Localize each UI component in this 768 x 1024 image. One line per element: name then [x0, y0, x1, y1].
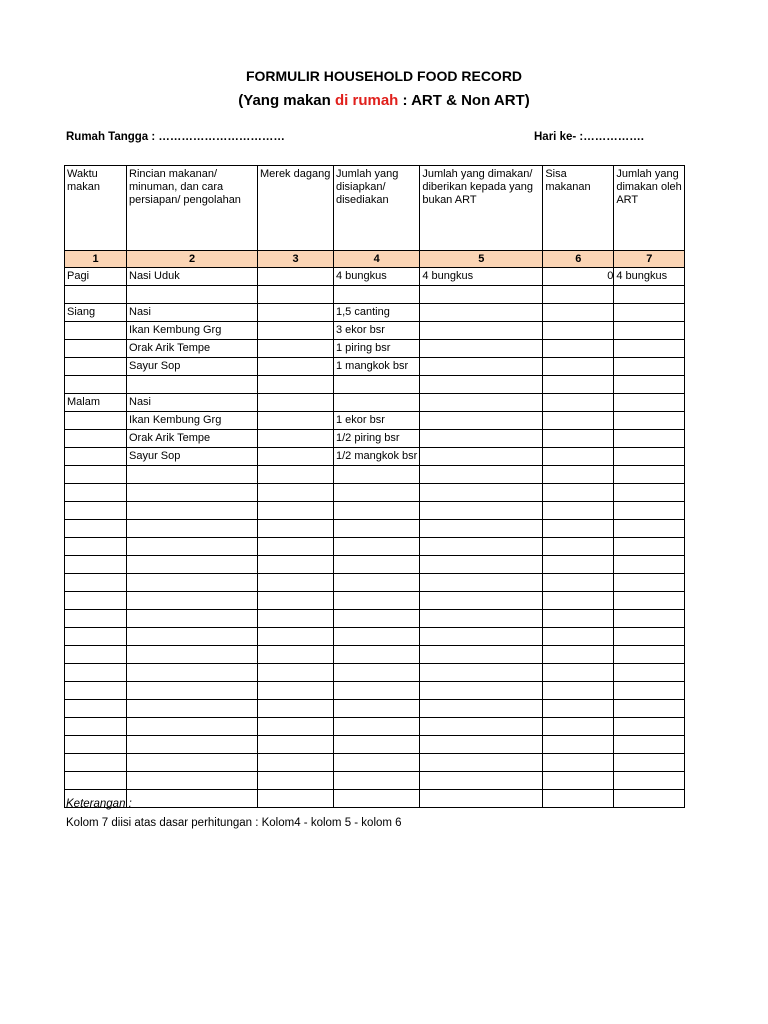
table-cell — [65, 718, 127, 736]
table-cell — [543, 286, 614, 304]
table-cell — [543, 574, 614, 592]
table-cell — [65, 538, 127, 556]
table-row — [65, 358, 685, 376]
table-cell — [127, 286, 258, 304]
table-cell — [127, 466, 258, 484]
table-cell — [420, 502, 543, 520]
table-cell — [614, 484, 685, 502]
table-cell — [258, 520, 334, 538]
table-cell — [614, 340, 685, 358]
table-row — [65, 592, 685, 610]
table-cell — [258, 412, 334, 430]
table-cell — [543, 448, 614, 466]
table-row — [65, 322, 685, 340]
table-cell — [258, 592, 334, 610]
table-cell — [420, 304, 543, 322]
table-cell — [420, 556, 543, 574]
table-cell — [65, 592, 127, 610]
table-cell — [127, 592, 258, 610]
table-cell — [614, 286, 685, 304]
table-cell — [614, 700, 685, 718]
table-cell — [614, 610, 685, 628]
table-row — [65, 412, 685, 430]
table-cell — [614, 376, 685, 394]
table-cell: 1/2 mangkok bsr — [334, 448, 420, 466]
table-cell — [543, 520, 614, 538]
table-cell — [258, 304, 334, 322]
table-row — [65, 556, 685, 574]
table-row — [65, 340, 685, 358]
table-cell — [258, 394, 334, 412]
table-row — [65, 664, 685, 682]
table-row — [65, 754, 685, 772]
table-cell — [258, 556, 334, 574]
table-row — [65, 466, 685, 484]
table-cell — [334, 700, 420, 718]
column-header: Jumlah yang disiapkan/ disediakan — [334, 166, 420, 251]
notes-text: Kolom 7 diisi atas dasar perhitungan : Kolom4 - kolom 5 - kolom 6 — [66, 817, 402, 829]
column-header: Jumlah yang dimakan/ diberikan kepada yang bukan ART — [420, 166, 543, 251]
table-row — [65, 718, 685, 736]
table-cell — [65, 628, 127, 646]
table-row — [65, 628, 685, 646]
table-row — [65, 772, 685, 790]
table-cell — [420, 286, 543, 304]
table-cell — [420, 538, 543, 556]
table-cell — [258, 754, 334, 772]
table-cell — [543, 718, 614, 736]
table-cell: 4 bungkus — [614, 268, 685, 286]
table-cell — [258, 358, 334, 376]
table-cell — [127, 574, 258, 592]
table-cell — [334, 754, 420, 772]
table-cell — [614, 538, 685, 556]
table-cell — [420, 394, 543, 412]
table-cell — [127, 520, 258, 538]
table-cell — [258, 286, 334, 304]
table-cell — [334, 502, 420, 520]
table-cell — [334, 664, 420, 682]
table-cell: Orak Arik Tempe — [127, 430, 258, 448]
table-cell — [127, 682, 258, 700]
table-cell — [543, 484, 614, 502]
table-cell — [614, 430, 685, 448]
table-cell — [334, 736, 420, 754]
table-cell — [65, 646, 127, 664]
table-cell — [614, 736, 685, 754]
table-cell — [420, 466, 543, 484]
table-header-row — [65, 166, 685, 251]
table-row — [65, 502, 685, 520]
table-cell — [258, 682, 334, 700]
table-cell — [614, 502, 685, 520]
table-cell — [543, 394, 614, 412]
subtitle-highlight: di rumah — [334, 92, 399, 109]
table-cell — [420, 682, 543, 700]
table-cell — [543, 646, 614, 664]
table-cell — [614, 304, 685, 322]
table-cell — [258, 574, 334, 592]
table-cell — [614, 754, 685, 772]
table-row — [65, 484, 685, 502]
column-number: 4 — [334, 251, 420, 268]
table-cell — [65, 610, 127, 628]
table-row — [65, 520, 685, 538]
household-field: Rumah Tangga : …………………………… — [66, 131, 285, 143]
table-row — [65, 304, 685, 322]
table-cell — [127, 646, 258, 664]
table-cell — [420, 322, 543, 340]
table-row — [65, 646, 685, 664]
table-cell — [127, 628, 258, 646]
table-cell — [65, 448, 127, 466]
table-cell — [258, 610, 334, 628]
table-cell — [614, 322, 685, 340]
table-cell — [334, 538, 420, 556]
table-cell — [614, 682, 685, 700]
table-cell: 1,5 canting — [334, 304, 420, 322]
table-cell — [258, 484, 334, 502]
table-cell — [65, 574, 127, 592]
table-cell: Malam — [65, 394, 127, 412]
table-cell — [127, 772, 258, 790]
table-cell — [65, 556, 127, 574]
table-cell — [334, 592, 420, 610]
table-cell — [420, 340, 543, 358]
table-cell — [127, 754, 258, 772]
column-number: 5 — [420, 251, 543, 268]
table-cell — [543, 628, 614, 646]
table-cell — [543, 772, 614, 790]
table-cell — [420, 772, 543, 790]
table-cell — [420, 358, 543, 376]
table-cell — [543, 304, 614, 322]
table-cell — [420, 430, 543, 448]
table-cell: Ikan Kembung Grg — [127, 322, 258, 340]
table-cell — [543, 610, 614, 628]
column-number: 1 — [65, 251, 127, 268]
table-cell — [543, 502, 614, 520]
food-record-table — [64, 165, 685, 808]
table-row — [65, 538, 685, 556]
table-cell — [258, 448, 334, 466]
table-row — [65, 736, 685, 754]
table-cell — [334, 376, 420, 394]
table-cell — [420, 376, 543, 394]
table-cell — [258, 502, 334, 520]
table-cell — [334, 790, 420, 808]
table-cell — [543, 700, 614, 718]
table-cell: 1/2 piring bsr — [334, 430, 420, 448]
table-cell — [258, 376, 334, 394]
table-cell — [65, 412, 127, 430]
table-cell — [614, 646, 685, 664]
table-cell — [420, 574, 543, 592]
column-header: Merek dagang — [258, 166, 334, 251]
table-cell — [334, 646, 420, 664]
table-cell — [420, 754, 543, 772]
table-cell — [420, 664, 543, 682]
table-cell — [614, 772, 685, 790]
table-cell — [127, 718, 258, 736]
table-cell: Sayur Sop — [127, 358, 258, 376]
table-cell — [258, 268, 334, 286]
table-cell: Siang — [65, 304, 127, 322]
table-cell — [65, 736, 127, 754]
table-cell: 1 mangkok bsr — [334, 358, 420, 376]
table-cell — [614, 358, 685, 376]
table-row — [65, 376, 685, 394]
table-cell: 4 bungkus — [334, 268, 420, 286]
table-cell: Nasi Uduk — [127, 268, 258, 286]
table-cell — [614, 574, 685, 592]
table-cell — [614, 520, 685, 538]
table-cell — [420, 628, 543, 646]
table-cell — [65, 754, 127, 772]
table-cell — [614, 790, 685, 808]
table-cell — [614, 664, 685, 682]
subtitle-part1: (Yang makan — [238, 92, 335, 109]
table-cell — [334, 484, 420, 502]
table-cell — [543, 556, 614, 574]
table-cell — [614, 466, 685, 484]
column-header: Rincian makanan/ minuman, dan cara persiapan/ pengolahan — [127, 166, 258, 251]
table-cell — [543, 754, 614, 772]
table-cell — [65, 664, 127, 682]
day-field: Hari ke- :……………. — [534, 131, 644, 143]
table-cell: 0 — [543, 268, 614, 286]
table-row — [65, 790, 685, 808]
table-cell — [65, 700, 127, 718]
column-number-row — [65, 251, 685, 268]
table-cell — [614, 556, 685, 574]
column-header: Sisa makanan — [543, 166, 614, 251]
table-cell — [543, 358, 614, 376]
table-cell — [127, 538, 258, 556]
table-cell — [543, 466, 614, 484]
table-cell — [543, 664, 614, 682]
form-subtitle — [0, 92, 768, 109]
table-cell — [543, 376, 614, 394]
table-cell — [127, 502, 258, 520]
table-cell — [543, 736, 614, 754]
table-cell — [65, 286, 127, 304]
table-cell: 4 bungkus — [420, 268, 543, 286]
table-cell: Orak Arik Tempe — [127, 340, 258, 358]
table-cell — [614, 592, 685, 610]
column-number: 2 — [127, 251, 258, 268]
table-row — [65, 430, 685, 448]
column-number: 3 — [258, 251, 334, 268]
column-header: Jumlah yang dimakan oleh ART — [614, 166, 685, 251]
table-cell — [420, 718, 543, 736]
notes-label: Keterangan : — [66, 798, 132, 810]
table-cell — [334, 682, 420, 700]
table-row — [65, 394, 685, 412]
table-cell — [127, 664, 258, 682]
table-cell — [543, 592, 614, 610]
table-cell — [543, 412, 614, 430]
table-cell — [127, 376, 258, 394]
table-cell — [614, 448, 685, 466]
table-cell — [65, 430, 127, 448]
table-cell — [614, 394, 685, 412]
table-cell — [65, 502, 127, 520]
table-cell — [65, 376, 127, 394]
table-cell — [334, 394, 420, 412]
form-title: FORMULIR HOUSEHOLD FOOD RECORD — [245, 68, 523, 84]
table-cell — [127, 556, 258, 574]
table-cell — [127, 700, 258, 718]
table-cell — [258, 718, 334, 736]
table-cell — [65, 340, 127, 358]
table-row — [65, 610, 685, 628]
table-cell — [65, 358, 127, 376]
table-row — [65, 682, 685, 700]
table-cell — [258, 646, 334, 664]
table-row — [65, 286, 685, 304]
table-cell: Sayur Sop — [127, 448, 258, 466]
table-cell — [127, 790, 258, 808]
table-cell — [258, 466, 334, 484]
table-cell — [258, 772, 334, 790]
table-row — [65, 574, 685, 592]
table-cell — [258, 628, 334, 646]
table-cell — [334, 628, 420, 646]
table-cell — [614, 412, 685, 430]
table-cell — [334, 466, 420, 484]
table-cell — [65, 484, 127, 502]
table-cell — [420, 700, 543, 718]
table-cell — [420, 790, 543, 808]
table-cell — [420, 646, 543, 664]
table-cell — [543, 430, 614, 448]
table-cell — [127, 610, 258, 628]
table-cell — [543, 538, 614, 556]
table-cell — [258, 736, 334, 754]
table-cell: Ikan Kembung Grg — [127, 412, 258, 430]
table-cell — [65, 772, 127, 790]
table-cell — [420, 484, 543, 502]
table-cell — [258, 790, 334, 808]
table-cell — [258, 322, 334, 340]
table-cell — [258, 700, 334, 718]
table-row — [65, 700, 685, 718]
column-number: 7 — [614, 251, 685, 268]
table-cell — [65, 682, 127, 700]
table-cell — [543, 322, 614, 340]
table-row — [65, 268, 685, 286]
table-cell — [543, 682, 614, 700]
table-cell — [127, 484, 258, 502]
table-cell — [334, 286, 420, 304]
table-cell — [420, 610, 543, 628]
column-header: Waktu makan — [65, 166, 127, 251]
table-cell — [65, 466, 127, 484]
table-cell — [258, 340, 334, 358]
table-cell — [334, 574, 420, 592]
table-cell — [127, 736, 258, 754]
subtitle-part3: : ART & Non ART) — [398, 92, 530, 109]
table-cell — [334, 772, 420, 790]
table-cell: Nasi — [127, 304, 258, 322]
table-cell — [334, 718, 420, 736]
table-cell — [420, 736, 543, 754]
table-cell — [334, 520, 420, 538]
table-cell — [65, 520, 127, 538]
table-cell — [258, 430, 334, 448]
table-cell — [420, 412, 543, 430]
table-cell: Pagi — [65, 268, 127, 286]
column-number: 6 — [543, 251, 614, 268]
table-cell: 1 ekor bsr — [334, 412, 420, 430]
table-cell — [65, 322, 127, 340]
table-cell — [420, 592, 543, 610]
table-cell — [420, 448, 543, 466]
table-row — [65, 448, 685, 466]
table-cell — [543, 340, 614, 358]
table-cell: Nasi — [127, 394, 258, 412]
table-cell — [334, 610, 420, 628]
table-cell: 1 piring bsr — [334, 340, 420, 358]
table-cell — [543, 790, 614, 808]
table-cell — [334, 556, 420, 574]
table-cell: 3 ekor bsr — [334, 322, 420, 340]
table-cell — [614, 628, 685, 646]
table-cell — [258, 664, 334, 682]
table-cell — [614, 718, 685, 736]
table-cell — [420, 520, 543, 538]
table-cell — [258, 538, 334, 556]
